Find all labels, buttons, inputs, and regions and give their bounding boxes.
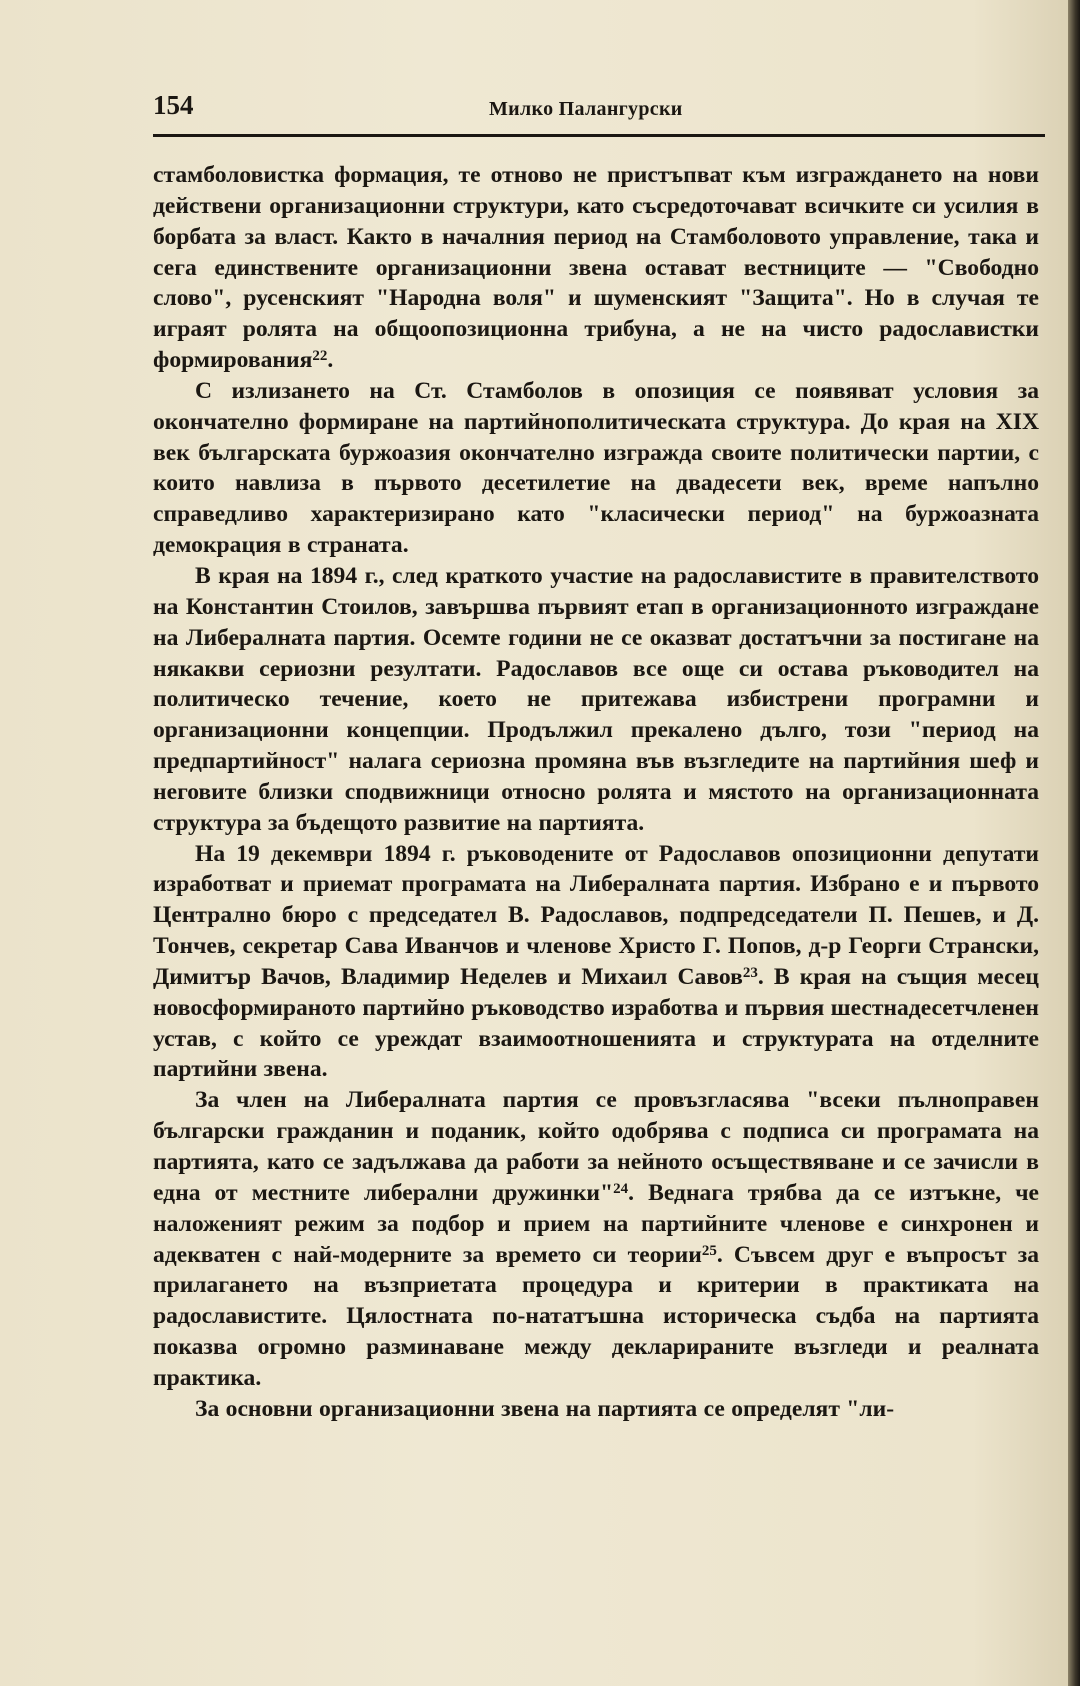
paragraph-2: С излизането на Ст. Стамболов в опозиция се появяват условия за окончателно формиране на партийнополитическата структура. До края на XIX век българската буржоазия окончателно изгражда своите политически партии, с които навлиза в първото десетилетие на двадесети век, време напълно справедливо характеризирано като "класически период" на буржоазната демокрация в страната. <box>153 377 1039 559</box>
paragraph-5: За член на Либералната партия се провъзгласява "всеки пълноправен български гражданин и поданик, който одобрява с подписа си програмата на партията, като се задължава да работи за нейното осъществяване и се зачисли в една от местните либерални дружинки"$^{24}$. Веднага трябва да се изтъкне, че наложеният режим за подбор и прием на партийните членове е синхронен и адекватен с най-модерните за времето си теории$^{25}$. Съвсем друг е въпросът за прилагането на възприетата процедура и критерии в практиката на радославистите. Цялостната по-нататъшна историческа съдба на партията показва огромно разминаване между декларираните възгледи и реалната практика. <box>153 1087 1039 1391</box>
paragraph-6: За основни организационни звена на партията се определят "ли- <box>195 1395 895 1422</box>
paragraph-3: В края на 1894 г., след краткото участие на радославистите в правителството на Константин Стоилов, завършва първият етап в организационното изграждане на Либералната партия. Осемте години не се оказват достатъчни за постигане на някакви сериозни резултати. Радославов все още си остава ръководител на политическо течение, което не притежава избистрени програмни и организационни концепции. Продължил прекалено дълго, този "период на предпартийност" налага сериозна промяна във възгледите на партийния шеф и неговите близки сподвижници относно ролята и мястото на организационната структура за бъдещото развитие на партията. <box>153 562 1039 836</box>
footnote-ref-25: 25 <box>701 1242 717 1259</box>
running-head: Милко Палангурски <box>489 98 683 120</box>
footnote-ref-22: 22 <box>312 348 328 365</box>
header-rule <box>153 134 1045 137</box>
footnote-ref-24: 24 <box>613 1180 629 1197</box>
paragraph-1: стамболовистка формация, те отново не пристъпват към изграждането на нови действени организационни структури, като съсредоточават всичките си усилия в борбата за власт. Както в началния период на Стамболовото управление, така и сега единствените организационни звена остават вестниците — "Свободно слово", русенският "Народна воля" и шуменският "Защита". Но в случая те играят ролята на общоопозиционна трибуна, а не на чисто радославистки формирования$^{22}$. <box>153 162 1039 374</box>
page-edge-shadow <box>1068 0 1080 1686</box>
page-header <box>153 90 1043 136</box>
paragraph-4: На 19 декември 1894 г. ръководените от Радославов опозиционни депутати изработват и приемат програмата на Либералната партия. Избрано е и първото Централно бюро с председател В. Радославов, подпредседатели П. Пешев, и Д. Тончев, секретар Сава Иванчов и членове Христо Г. Попов, д-р Георги Странски, Димитър Вачов, Владимир Неделев и Михаил Савов$^{23}$. В края на същия месец новосформираното партийно ръководство изработва и първия шестнадесетчленен устав, с който се уреждат взаимоотношенията и структурата на отделните партийни звена. <box>153 840 1039 1083</box>
footnote-ref-23: 23 <box>742 964 758 981</box>
body-text <box>153 160 1039 1425</box>
page-number: 154 <box>153 90 194 120</box>
